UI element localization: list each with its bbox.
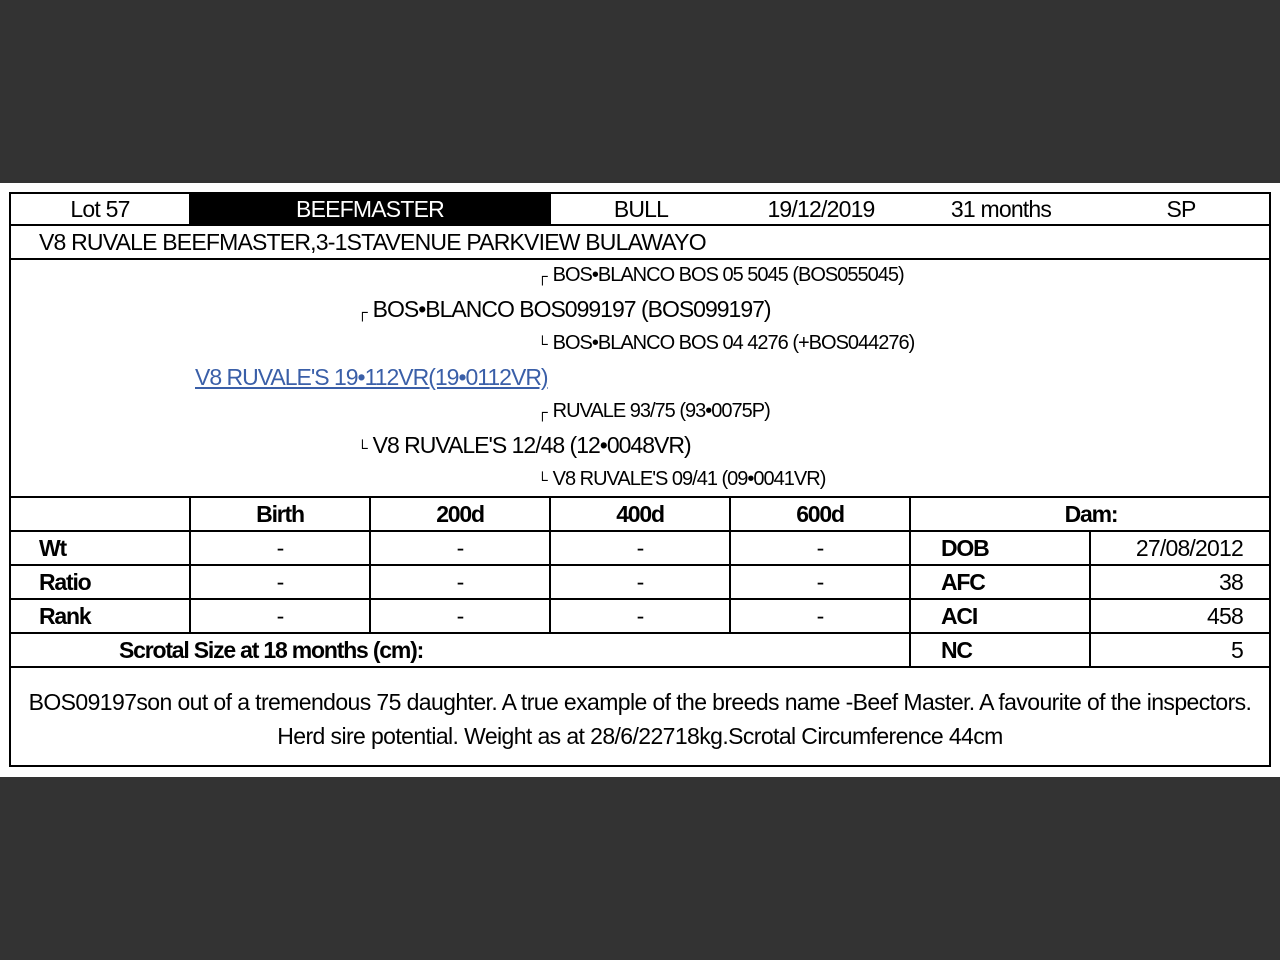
lot-card [9,192,1271,767]
age-label: 31 months [950,195,1052,222]
dam-value-aci: 458 [1207,602,1243,629]
wt-200d: - [456,534,464,561]
ratio-400d: - [636,568,644,595]
rank-200d: - [456,602,464,629]
dam-dam-name: V8 RUVALE'S 09/41 (09•0041VR) [552,468,826,490]
row-divider [11,666,1269,668]
pedigree-subject-link[interactable]: V8 RUVALE'S 19•112VR(19•0112VR) [195,364,548,390]
col-header-birth: Birth [256,500,304,527]
dam-label-dob: DOB [941,534,989,561]
bracket-bottom-icon: └ [357,440,367,457]
dam-sire-name: RUVALE 93/75 (93•0075P) [552,400,770,422]
breeder-address: V8 RUVALE BEEFMASTER,3-1STAVENUE PARKVIEW BULAWAYO [39,228,706,255]
bracket-bottom-icon: └ [537,336,547,353]
breed-label: BEEFMASTER [191,194,549,224]
sire-dam-name: BOS•BLANCO BOS 04 4276 (+BOS044276) [552,332,915,354]
row-label-wt: Wt [39,534,66,561]
nc-value: 5 [1231,636,1243,663]
col-header-400d: 400d [616,500,664,527]
bracket-top-icon: ┌ [537,404,547,421]
wt-400d: - [636,534,644,561]
birth-date: 19/12/2019 [767,195,875,222]
dam-value-dob: 27/08/2012 [1135,534,1243,561]
sex-label: BULL [613,195,669,222]
pedigree-sire-sire [537,264,904,287]
row-label-ratio: Ratio [39,568,91,595]
ratio-600d: - [816,568,824,595]
scrotal-size-label: Scrotal Size at 18 months (cm): [119,636,424,663]
catalogue-sheet [0,183,1280,777]
pedigree-dam-dam [537,468,825,491]
wt-600d: - [816,534,824,561]
pedigree-sire-dam [537,332,914,355]
bracket-top-icon: ┌ [357,304,367,321]
dam-value-afc: 38 [1219,568,1243,595]
nc-label: NC [941,636,972,663]
bracket-bottom-icon: └ [537,472,547,489]
rank-600d: - [816,602,824,629]
grade-label: SP [1166,195,1196,222]
dam-header: Dam: [1064,500,1118,527]
lot-number: Lot 57 [70,195,130,222]
dam-label-afc: AFC [941,568,985,595]
dam-name: V8 RUVALE'S 12/48 (12•0048VR) [372,432,691,458]
lot-comment: BOS09197son out of a tremendous 75 daughter. A true example of the breeds name -Beef Master. A favourite of the inspectors. Herd sire potential. Weight as at 28/6/22718kg.Scrotal Circumference 44cm [28,689,1252,749]
row-divider [11,258,1269,260]
pedigree-dam-sire [537,400,770,423]
ratio-birth: - [276,568,284,595]
row-label-rank: Rank [39,602,91,629]
sire-sire-name: BOS•BLANCO BOS 05 5045 (BOS055045) [552,264,904,286]
pedigree-sire [357,296,771,323]
dam-label-aci: ACI [941,602,978,629]
bracket-top-icon: ┌ [537,268,547,285]
sire-name: BOS•BLANCO BOS099197 (BOS099197) [372,296,771,322]
rank-400d: - [636,602,644,629]
col-header-600d: 600d [796,500,844,527]
ratio-200d: - [456,568,464,595]
pedigree-dam [357,432,691,459]
col-header-200d: 200d [436,500,484,527]
rank-birth: - [276,602,284,629]
wt-birth: - [276,534,284,561]
